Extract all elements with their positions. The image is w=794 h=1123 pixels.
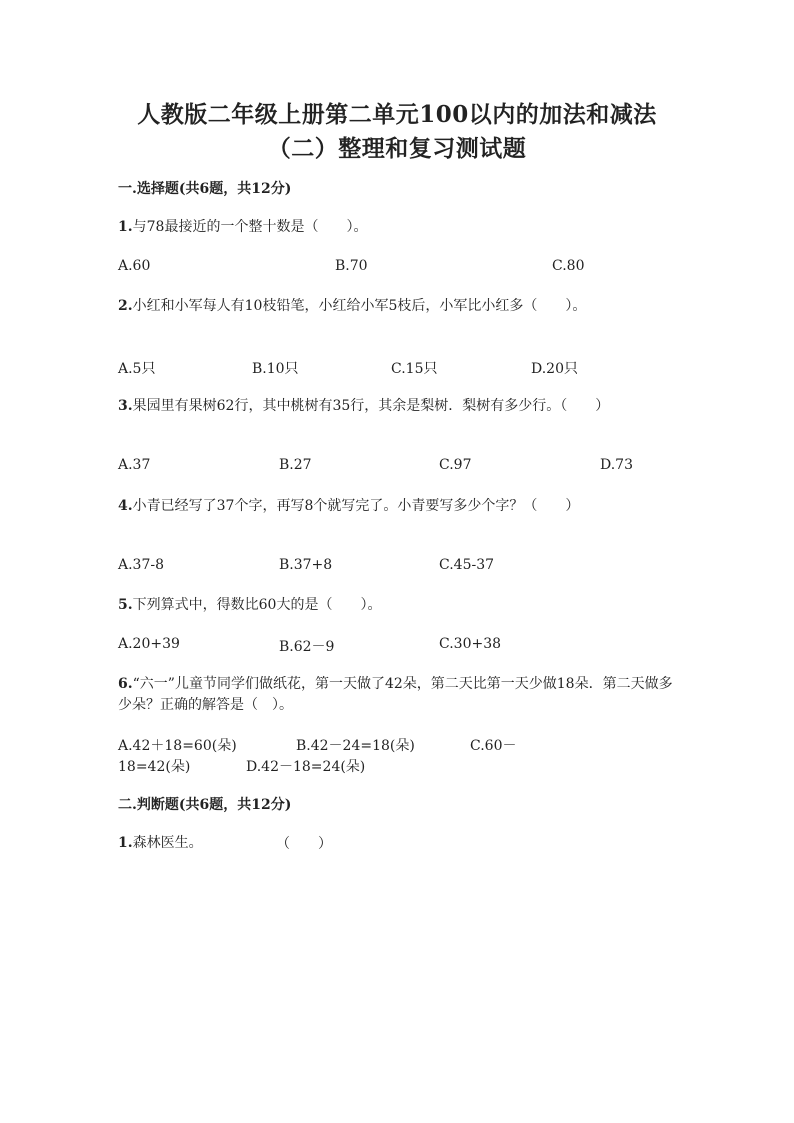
question-text: 森林医生。 [132, 835, 203, 851]
q1-option-a: A.60 [118, 258, 151, 274]
q5-option-a: A.20+39 [118, 636, 180, 652]
q2-option-b: B.10只 [252, 361, 299, 377]
question-4 [118, 496, 678, 517]
q3-option-c: C.97 [439, 457, 472, 473]
judgement-1 [118, 833, 678, 854]
q3-option-b: B.27 [279, 457, 312, 473]
q4-option-a: A.37-8 [118, 557, 165, 573]
q2-option-c: C.15只 [391, 361, 438, 377]
question-number: 6. [118, 676, 133, 692]
question-text: 小红和小军每人有10枝铅笔，小红给小军5枝后，小军比小红多（ ）。 [132, 298, 587, 314]
q2-option-a: A.5只 [118, 361, 156, 377]
section-heading-judgement: 二.判断题(共6题，共12分) [118, 797, 292, 813]
q1-option-b: B.70 [335, 258, 368, 274]
question-number: 4. [118, 498, 133, 514]
q5-option-b: B.62－9 [279, 639, 335, 655]
q2-option-d: D.20只 [531, 361, 578, 377]
question-2 [118, 296, 598, 317]
page-title-line1: 人教版二年级上册第二单元100以内的加法和减法 [137, 101, 657, 128]
question-5 [118, 595, 678, 616]
question-3 [118, 396, 643, 417]
question-text: 小青已经写了37个字，再写8个就写完了。小青要写多少个字？（ ） [132, 498, 580, 514]
question-text: “六一”儿童节同学们做纸花，第一天做了42朵，第二天比第一天少做18朵．第二天做多少朵？正确的解答是（ ）。 [118, 676, 673, 713]
q3-option-d: D.73 [600, 457, 633, 473]
question-text: 与78最接近的一个整十数是（ ）。 [132, 219, 368, 235]
q6-option-b: B.42－24=18(朵) [296, 738, 415, 754]
q4-option-b: B.37+8 [279, 557, 333, 573]
section-heading-choice: 一.选择题(共6题，共12分) [118, 181, 292, 197]
question-text: 下列算式中，得数比60大的是（ ）。 [132, 597, 382, 613]
question-number: 1. [118, 219, 133, 235]
q4-option-c: C.45-37 [439, 557, 495, 573]
question-6 [118, 674, 678, 716]
q6-option-a: A.42＋18=60(朵) [118, 738, 237, 754]
question-1 [118, 217, 678, 238]
question-text: 果园里有果树62行，其中桃树有35行，其余是梨树．梨树有多少行。（ ） [132, 398, 610, 414]
q6-option-c: C.60－ [470, 738, 517, 754]
question-number: 1. [118, 835, 133, 851]
q5-option-c: C.30+38 [439, 636, 502, 652]
q1-option-c: C.80 [552, 258, 585, 274]
question-number: 5. [118, 597, 133, 613]
q6-option-d: D.42－18=24(朵) [246, 759, 366, 775]
page-title-line2: （二）整理和复习测试题 [267, 135, 527, 162]
q6-option-c-continued: 18=42(朵) [118, 759, 191, 775]
q3-option-a: A.37 [118, 457, 151, 473]
judgement-1-answer-blank[interactable]: （ ） [276, 836, 332, 852]
question-number: 3. [118, 398, 133, 414]
question-number: 2. [118, 298, 133, 314]
